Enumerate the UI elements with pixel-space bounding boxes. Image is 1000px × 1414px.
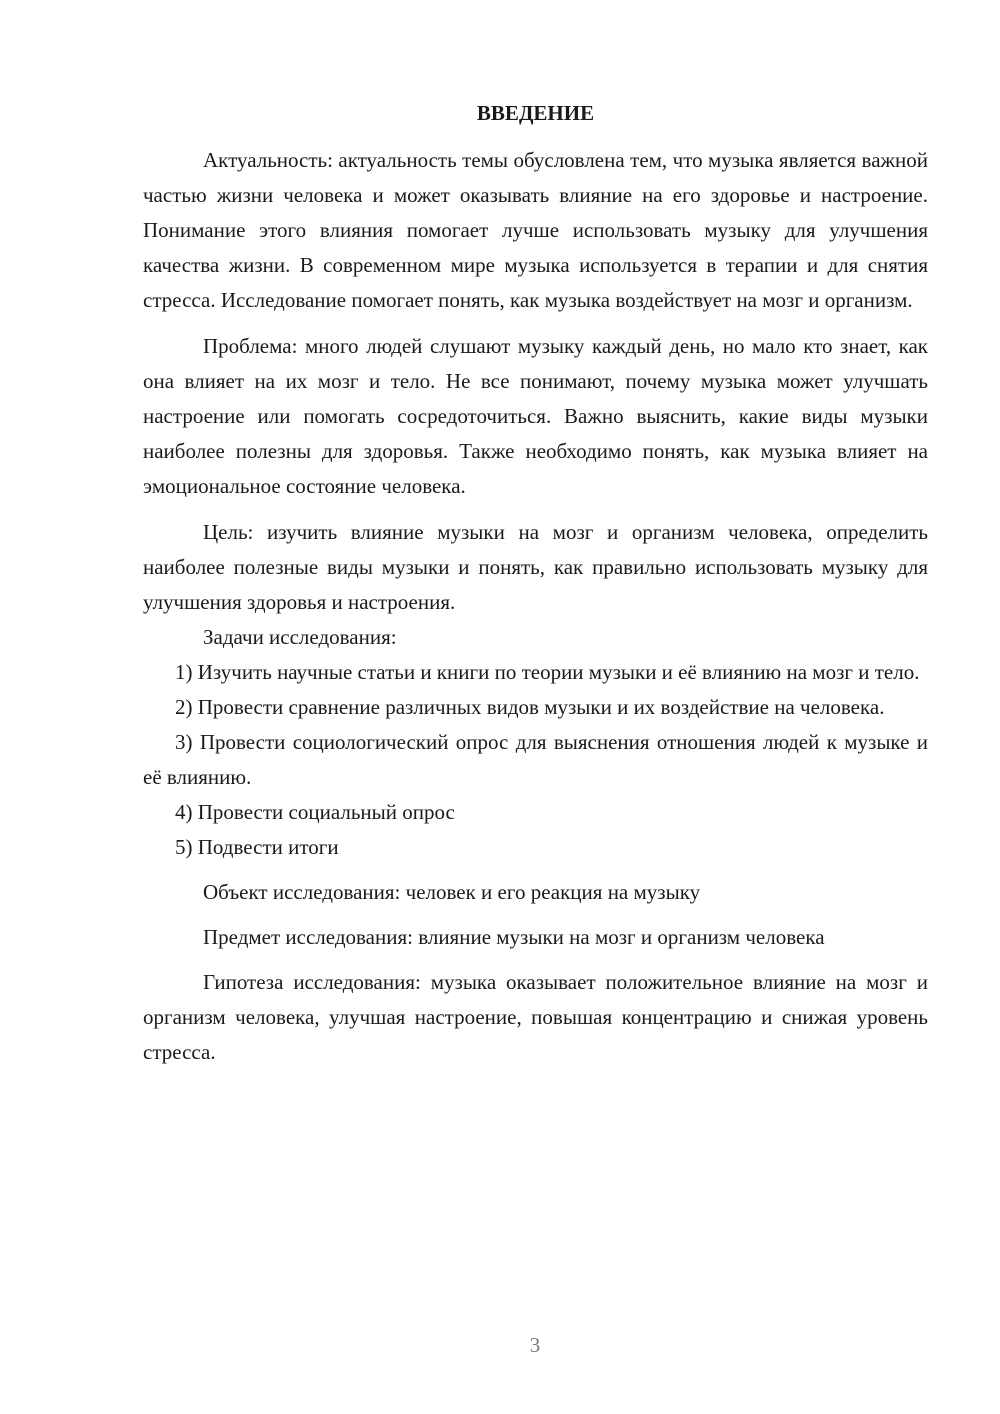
task-item: 2) Провести сравнение различных видов музыки и их воздействие на человека.	[175, 695, 885, 719]
problem-paragraph: Проблема: много людей слушают музыку каждый день, но мало кто знает, как она влияет на их мозг и тело. Не все понимают, почему музыка может улучшать настроение или помогать сосредоточиться. Важно выяснить, какие виды музыки наиболее полезны для здоровья. Также необходимо понять, как музыка влияет на эмоциональное состояние человека.	[143, 334, 928, 498]
relevance-paragraph: Актуальность: актуальность темы обусловлена тем, что музыка является важной частью жизни человека и может оказывать влияние на его здоровье и настроение. Понимание этого влияния помогает лучше использовать музыку для улучшения качества жизни. В современном мире музыка используется в терапии и для снятия стресса. Исследование помогает понять, как музыка воздействует на мозг и организм.	[143, 148, 928, 312]
page-number: 3	[529, 1333, 541, 1357]
task-item: 3) Провести социологический опрос для выяснения отношения людей к музыке и её влиянию.	[143, 730, 928, 789]
hypothesis-paragraph: Гипотеза исследования: музыка оказывает положительное влияние на мозг и организм человека, улучшая настроение, повышая концентрацию и снижая уровень стресса.	[143, 970, 928, 1064]
goal-paragraph: Цель: изучить влияние музыки на мозг и организм человека, определить наиболее полезные виды музыки и понять, как правильно использовать музыку для улучшения здоровья и настроения.	[143, 520, 928, 614]
subject-paragraph: Предмет исследования: влияние музыки на мозг и организм человека	[203, 925, 825, 949]
tasks-heading: Задачи исследования:	[203, 625, 397, 649]
object-paragraph: Объект исследования: человек и его реакция на музыку	[203, 880, 701, 904]
task-item: 1) Изучить научные статьи и книги по теории музыки и её влиянию на мозг и тело.	[175, 660, 920, 684]
task-item: 5) Подвести итоги	[175, 835, 339, 859]
task-item: 4) Провести социальный опрос	[175, 800, 455, 824]
page-content	[143, 96, 928, 1070]
section-title: ВВЕДЕНИЕ	[476, 101, 595, 125]
